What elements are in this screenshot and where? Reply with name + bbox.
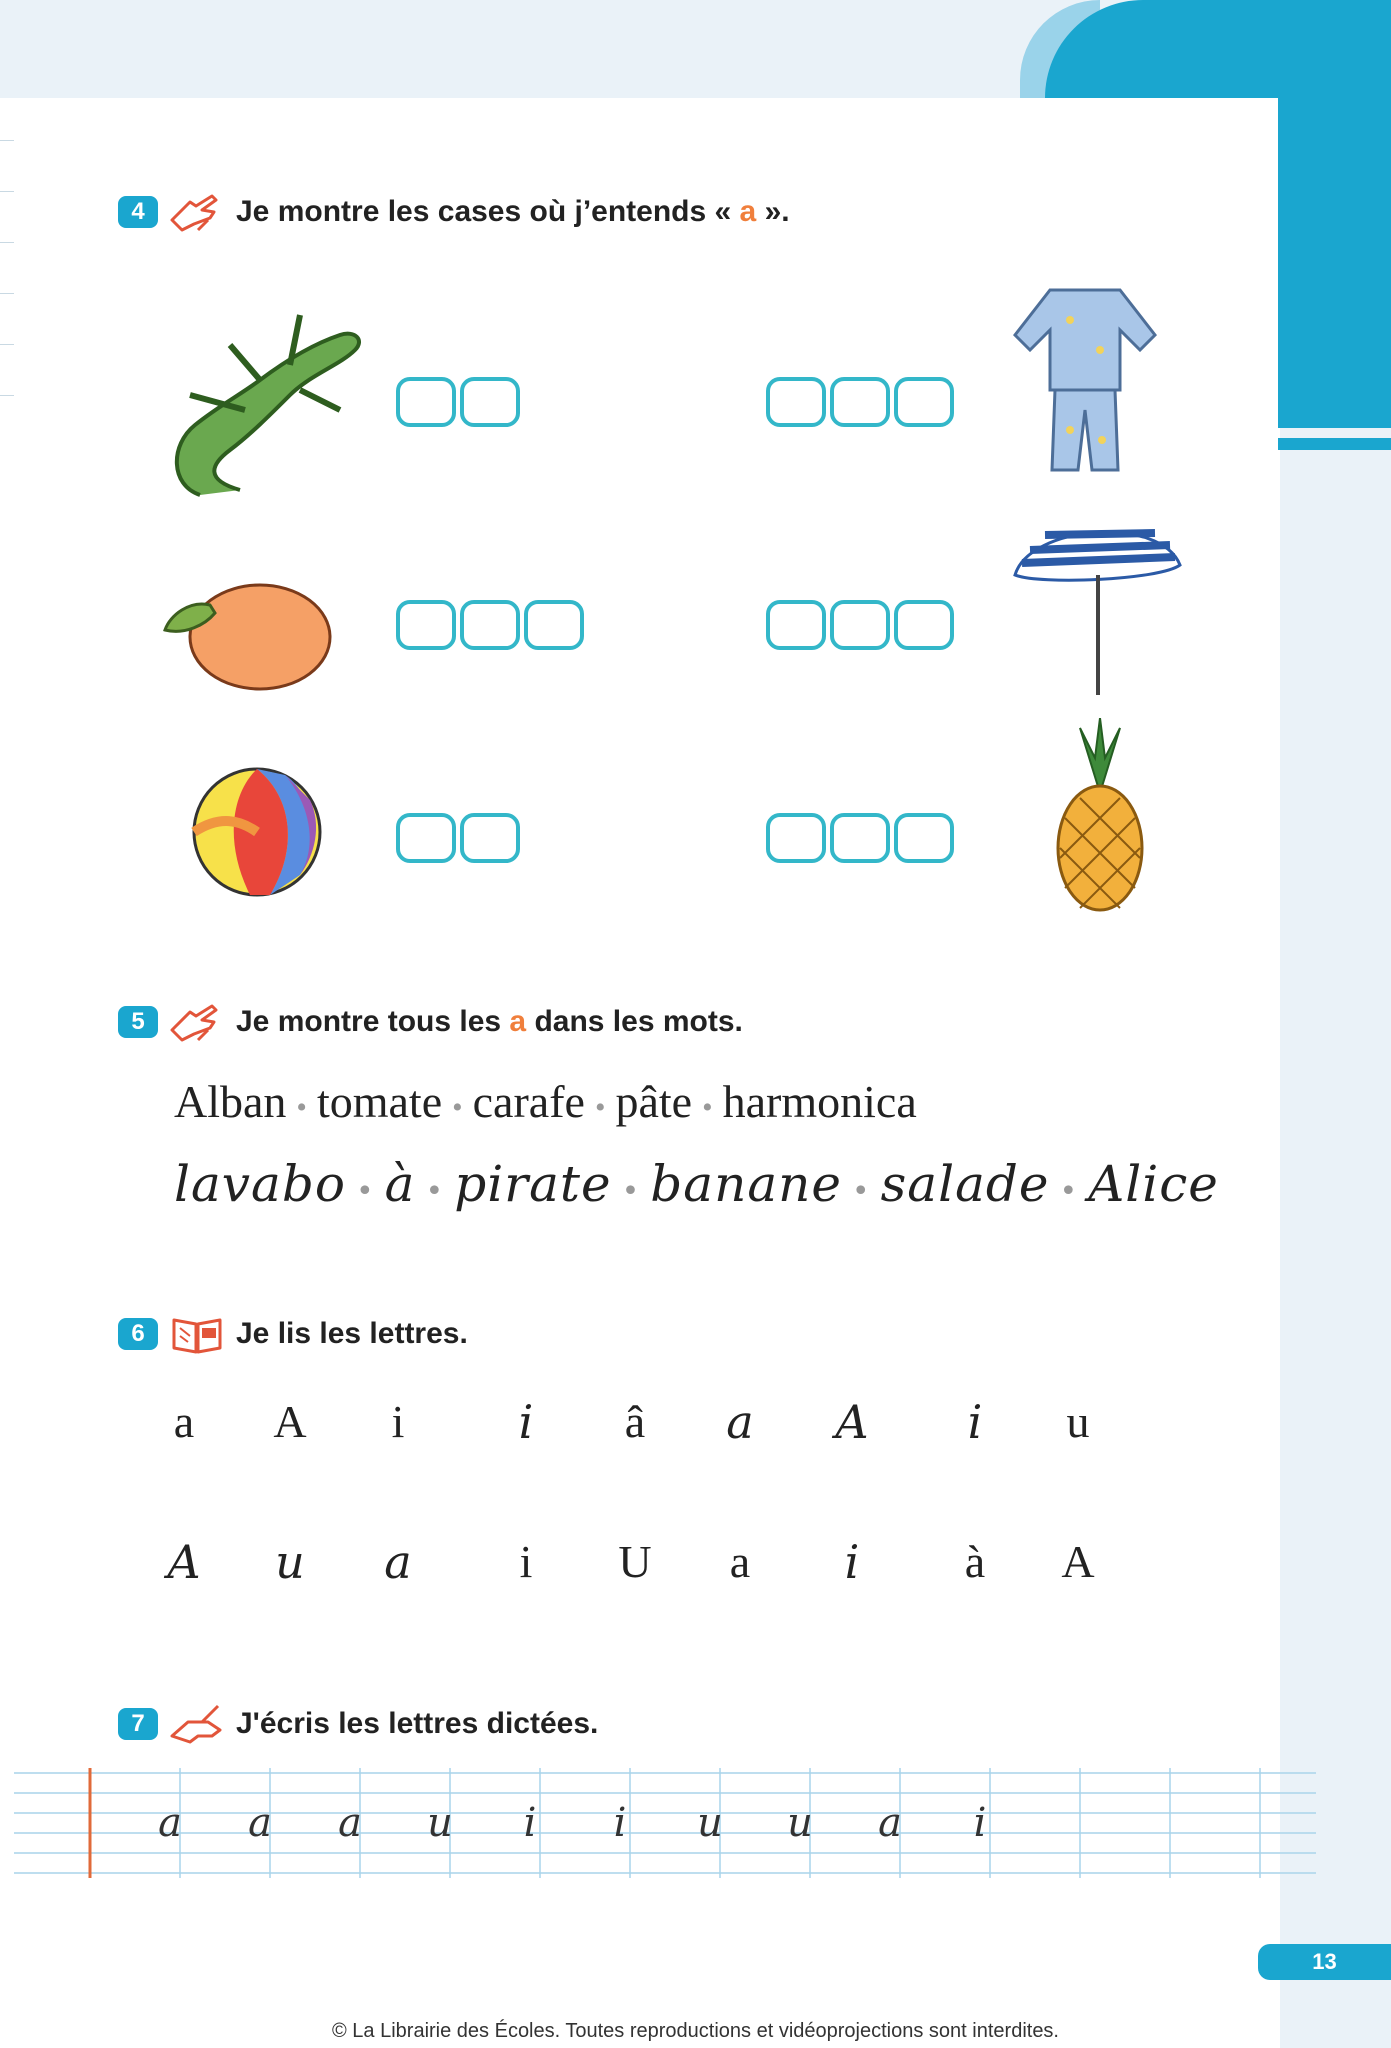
syllable-box[interactable] [460, 600, 520, 650]
letter: a [173, 1396, 195, 1447]
letter: i [844, 1535, 860, 1589]
exercise-number: 7 [118, 1708, 158, 1740]
writing-hand-icon [168, 1702, 226, 1746]
syllable-boxes-pineapple [766, 813, 958, 863]
peach-picture [160, 575, 335, 695]
word[interactable]: à [384, 1155, 416, 1213]
dictated-letter: a [248, 1800, 272, 1846]
exercise-5-header [118, 1000, 743, 1044]
letter: i [967, 1395, 983, 1449]
word[interactable]: banane [650, 1155, 842, 1213]
dictated-letter: i [973, 1800, 987, 1846]
syllable-box[interactable] [460, 377, 520, 427]
letter: a [726, 1395, 754, 1449]
word[interactable]: pâte [615, 1076, 693, 1127]
word[interactable]: lavabo [174, 1155, 346, 1213]
word[interactable]: carafe [472, 1076, 585, 1127]
parasol-picture [1010, 505, 1185, 700]
pointing-hand-icon [168, 1000, 226, 1044]
syllable-box[interactable] [830, 600, 890, 650]
syllable-box[interactable] [460, 813, 520, 863]
dictated-letter: u [427, 1800, 453, 1846]
pineapple-picture [1050, 718, 1150, 913]
dictated-letter: a [878, 1800, 902, 1846]
exercise-7-header [118, 1702, 598, 1746]
dictated-letter: a [158, 1800, 182, 1846]
syllable-box[interactable] [894, 600, 954, 650]
margin-ticks [0, 140, 14, 446]
word[interactable]: Alice [1088, 1155, 1219, 1213]
dictated-letter: a [338, 1800, 362, 1846]
syllable-box[interactable] [766, 377, 826, 427]
syllable-box[interactable] [396, 377, 456, 427]
letter: u [275, 1535, 305, 1589]
exercise-7-instruction: J'écris les lettres dictées. [236, 1707, 599, 1740]
letter: a [729, 1536, 751, 1587]
letter: u [1066, 1396, 1090, 1447]
word[interactable]: harmonica [722, 1076, 917, 1127]
dictated-letter: u [697, 1800, 723, 1846]
letter: i [518, 1395, 534, 1449]
dictated-letter: i [613, 1800, 627, 1846]
syllable-boxes-parasol [766, 600, 958, 650]
syllable-box[interactable] [524, 600, 584, 650]
exercise-number: 5 [118, 1006, 158, 1038]
syllable-boxes-pyjamas [766, 377, 958, 427]
letter: i [519, 1536, 533, 1587]
syllable-box[interactable] [894, 377, 954, 427]
letter: à [964, 1536, 986, 1587]
cursive-words-line: lavabo • à • pirate • banane • salade • Alice [174, 1155, 1219, 1213]
pointing-hand-icon [168, 190, 226, 234]
letter: â [624, 1396, 646, 1447]
word[interactable]: tomate [316, 1076, 443, 1127]
syllable-boxes-lizard [396, 377, 524, 427]
beach-ball-picture [190, 765, 325, 900]
letter: A [273, 1396, 307, 1447]
letter: i [391, 1396, 405, 1447]
page-number: 13 [1258, 1944, 1391, 1980]
exercise-number: 6 [118, 1318, 158, 1350]
letter: A [167, 1535, 201, 1589]
lizard-picture [150, 285, 370, 505]
exercise-4-instruction: Je montre les cases où j’entends « a ». [236, 195, 790, 228]
word[interactable]: pirate [454, 1155, 612, 1213]
letter: A [835, 1395, 869, 1449]
syllable-box[interactable] [766, 600, 826, 650]
writing-lines[interactable] [14, 1768, 1316, 1878]
exercise-6-instruction: Je lis les lettres. [236, 1317, 468, 1350]
letter: a [384, 1535, 412, 1589]
word[interactable]: salade [880, 1155, 1050, 1213]
syllable-box[interactable] [894, 813, 954, 863]
word[interactable]: Alban [174, 1076, 287, 1127]
copyright-notice: © La Librairie des Écoles. Toutes reproductions et vidéoprojections sont interdites. [332, 2020, 1059, 2042]
corner-decoration [1045, 0, 1391, 98]
dictated-letter: i [523, 1800, 537, 1846]
syllable-box[interactable] [766, 813, 826, 863]
syllable-box[interactable] [830, 377, 890, 427]
side-tab-line [1278, 438, 1391, 450]
exercise-5-instruction: Je montre tous les a dans les mots. [236, 1005, 743, 1038]
syllable-boxes-peach [396, 600, 588, 650]
syllable-box[interactable] [830, 813, 890, 863]
exercise-number: 4 [118, 196, 158, 228]
print-words-line: Alban • tomate • carafe • pâte • harmonica [174, 1076, 917, 1127]
exercise-4-header [118, 190, 790, 234]
syllable-box[interactable] [396, 813, 456, 863]
pyjamas-picture [1010, 280, 1160, 480]
syllable-box[interactable] [396, 600, 456, 650]
open-book-icon [168, 1312, 226, 1356]
dictated-letter: u [787, 1800, 813, 1846]
syllable-boxes-beach-ball [396, 813, 524, 863]
side-tab [1278, 98, 1391, 428]
exercise-6-header [118, 1312, 468, 1356]
letter: A [1061, 1536, 1095, 1587]
letter: U [618, 1536, 652, 1587]
